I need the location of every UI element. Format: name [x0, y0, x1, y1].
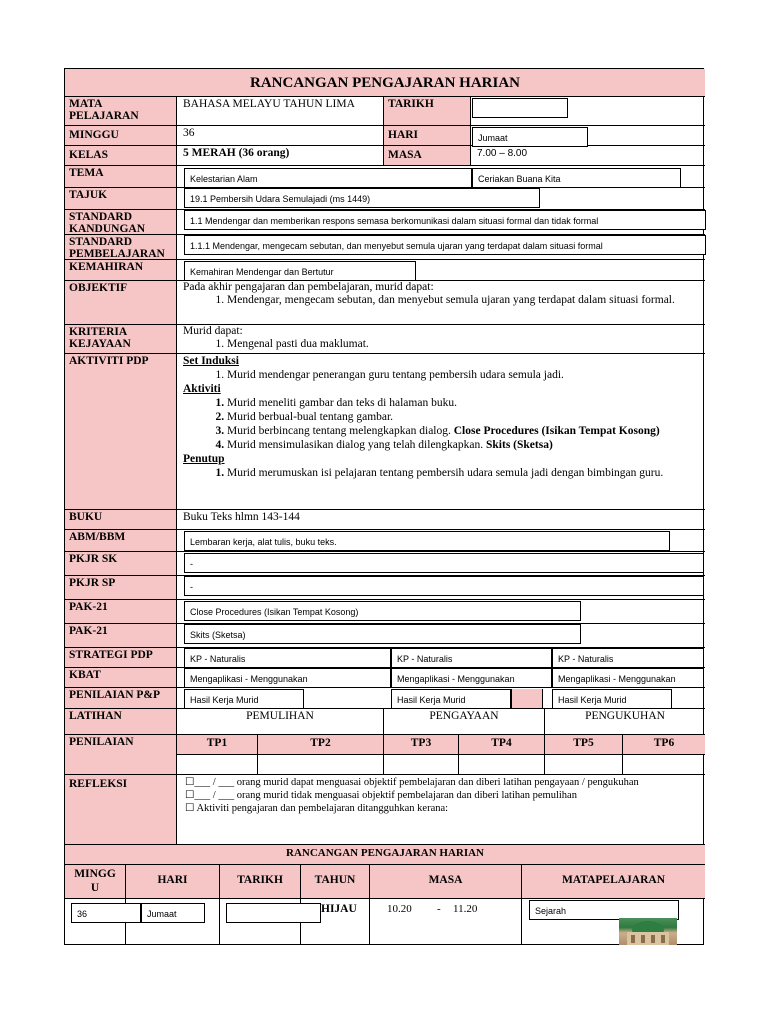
footer-header-hari: HARI — [126, 865, 220, 899]
refleksi-cell — [177, 775, 705, 845]
footer-header-masa: MASA — [370, 865, 522, 899]
objektif-label: OBJEKTIF — [65, 281, 177, 325]
footer-matapelajaran-field[interactable]: Sejarah — [529, 900, 679, 920]
building-image — [619, 918, 677, 945]
pak21-field[interactable]: Close Procedures (Isikan Tempat Kosong) — [184, 601, 581, 621]
pkjr-sp-label: PKJR SP — [65, 576, 177, 600]
kriteria-label: KRITERIA KEJAYAAN — [65, 325, 177, 354]
strategi-field[interactable]: KP - Naturalis — [552, 648, 704, 668]
kriteria-intro: Murid dapat: — [183, 325, 243, 337]
footer-tahun-value: HIJAU — [321, 903, 357, 915]
tp-header: TP2 — [258, 735, 384, 755]
kriteria-item: 1. Mengenal pasti dua maklumat. — [227, 338, 699, 351]
refleksi-line: ☐___ / ___ orang murid dapat menguasai objektif pembelajaran dan diberi latihan pengayaan / pengukuhan — [185, 777, 639, 788]
tajuk-label: TAJUK — [65, 188, 177, 210]
penilaian-pp-label: PENILAIAN P&P — [65, 688, 177, 709]
kelas-label: KELAS — [65, 146, 177, 166]
standard-pembelajaran-field[interactable]: 1.1.1 Mendengar, mengecam sebutan, dan menyebut semula ujaran yang terdapat dalam situasi formal — [184, 235, 706, 255]
penutup-heading: Penutup — [183, 453, 225, 465]
penilaian-pp-marker — [511, 689, 543, 709]
tp-value[interactable] — [384, 755, 459, 775]
strategi-field[interactable]: KP - Naturalis — [184, 648, 391, 668]
footer-tarikh-field[interactable] — [226, 903, 321, 923]
penilaian-pp-field[interactable]: Hasil Kerja Murid — [184, 689, 304, 709]
tp-header: TP1 — [177, 735, 258, 755]
aktiviti-list — [183, 396, 699, 452]
tp-value[interactable] — [258, 755, 384, 775]
latihan-pengukuhan: PENGUKUHAN — [545, 709, 705, 735]
latihan-pemulihan: PEMULIHAN — [177, 709, 384, 735]
minggu-label: MINGGU — [65, 126, 177, 146]
masa-label: MASA — [384, 146, 471, 166]
footer-masa-sep: - — [437, 903, 441, 915]
aktiviti-item: 3. Murid berbincang tentang melengkapkan dialog. Close Procedures (Isikan Tempat Kosong) — [227, 424, 699, 438]
set-induksi-list — [183, 368, 699, 382]
tema-field[interactable]: Kelestarian Alam — [184, 168, 472, 188]
standard-pembelajaran-label: STANDARD PEMBELAJARAN — [65, 235, 177, 260]
tema-label: TEMA — [65, 166, 177, 188]
penutup-item: 1. Murid merumuskan isi pelajaran tentang pembersih udara semula jadi dengan bimbingan guru. — [227, 466, 699, 480]
buku-value: Buku Teks hlmn 143-144 — [177, 510, 705, 530]
buku-label: BUKU — [65, 510, 177, 530]
pak21-label-2: PAK-21 — [65, 624, 177, 648]
masa-value: 7.00 – 8.00 — [471, 146, 705, 166]
mosque-dome-icon — [619, 918, 677, 945]
penutup-list — [183, 466, 699, 480]
abm-field[interactable]: Lembaran kerja, alat tulis, buku teks. — [184, 531, 670, 551]
strategi-field[interactable]: KP - Naturalis — [391, 648, 552, 668]
footer-title: RANCANGAN PENGAJARAN HARIAN — [65, 845, 705, 865]
kbat-field[interactable]: Mengaplikasi - Menggunakan — [552, 668, 704, 688]
kemahiran-label: KEMAHIRAN — [65, 260, 177, 281]
objektif-item: 1. Mendengar, mengecam sebutan, dan menyebut semula ujaran yang terdapat dalam situasi formal. — [227, 294, 699, 307]
page-title: RANCANGAN PENGAJARAN HARIAN — [65, 69, 705, 97]
hari-label: HARI — [384, 126, 471, 146]
aktiviti-item: 4. Murid mensimulasikan dialog yang telah dilengkapkan. Skits (Sketsa) — [227, 438, 699, 452]
kbat-field[interactable]: Mengaplikasi - Menggunakan — [391, 668, 552, 688]
kriteria-cell — [177, 325, 705, 354]
kelas-value: 5 MERAH (36 orang) — [177, 146, 384, 166]
refleksi-line: ☐___ / ___ orang murid tidak menguasai objektif pembelajaran dan diberi latihan pemulihan — [185, 790, 577, 801]
set-induksi-item: 1. Murid mendengar penerangan guru tentang pembersih udara semula jadi. — [227, 368, 699, 382]
pkjr-sk-field[interactable]: - — [184, 553, 704, 573]
footer-masa-end: 11.20 — [453, 903, 478, 915]
objektif-list — [183, 294, 699, 307]
mata-pelajaran-label: MATA PELAJARAN — [65, 97, 177, 126]
footer-header-tahun: TAHUN — [301, 865, 370, 899]
pak21-label: PAK-21 — [65, 600, 177, 624]
footer-header-matapelajaran: MATAPELAJARAN — [522, 865, 705, 899]
objektif-cell — [177, 281, 705, 325]
mata-pelajaran-value: BAHASA MELAYU TAHUN LIMA — [177, 97, 384, 126]
kemahiran-field[interactable]: Kemahiran Mendengar dan Bertutur — [184, 261, 416, 281]
footer-minggu-field[interactable]: 36 — [71, 903, 141, 923]
strategi-label: STRATEGI PDP — [65, 648, 177, 668]
footer-header-tarikh: TARIKH — [220, 865, 301, 899]
tp-header: TP4 — [459, 735, 545, 755]
latihan-pengayaan: PENGAYAAN — [384, 709, 545, 735]
tp-header: TP3 — [384, 735, 459, 755]
tarikh-field[interactable] — [472, 98, 568, 118]
aktiviti-cell — [177, 354, 705, 510]
refleksi-line: ☐ Aktiviti pengajaran dan pembelajaran ditangguhkan kerana: — [185, 803, 449, 814]
tajuk-field[interactable]: 19.1 Pembersih Udara Semulajadi (ms 1449) — [184, 188, 540, 208]
hari-field[interactable]: Jumaat — [472, 127, 588, 147]
footer-header-minggu: MINGG U — [65, 865, 126, 899]
set-induksi-heading: Set Induksi — [183, 355, 239, 367]
standard-kandungan-field[interactable]: 1.1 Mendengar dan memberikan respons semasa berkomunikasi dalam situasi formal dan tidak formal — [184, 210, 706, 230]
abm-label: ABM/BBM — [65, 530, 177, 552]
pkjr-sk-label: PKJR SK — [65, 552, 177, 576]
lesson-plan-sheet — [64, 68, 704, 945]
tp-value[interactable] — [177, 755, 258, 775]
refleksi-label: REFLEKSI — [65, 775, 177, 845]
tarikh-label: TARIKH — [384, 97, 471, 126]
tp-value[interactable] — [545, 755, 623, 775]
tp-header: TP5 — [545, 735, 623, 755]
aktiviti-item: 2. Murid berbual-bual tentang gambar. — [227, 410, 699, 424]
pak21-field-2[interactable]: Skits (Sketsa) — [184, 624, 581, 644]
penilaian-label: PENILAIAN — [65, 735, 177, 775]
aktiviti-heading: Aktiviti — [183, 383, 221, 395]
objektif-intro: Pada akhir pengajaran dan pembelajaran, murid dapat: — [183, 281, 434, 293]
standard-kandungan-label: STANDARD KANDUNGAN — [65, 210, 177, 235]
pkjr-sp-field[interactable]: - — [184, 576, 704, 596]
tp-value[interactable] — [459, 755, 545, 775]
footer-hari-field[interactable]: Jumaat — [141, 903, 205, 923]
kbat-field[interactable]: Mengaplikasi - Menggunakan — [184, 668, 391, 688]
aktiviti-item: 1. Murid meneliti gambar dan teks di halaman buku. — [227, 396, 699, 410]
kbat-label: KBAT — [65, 668, 177, 688]
tp-header: TP6 — [623, 735, 705, 755]
footer-masa-start: 10.20 — [387, 903, 412, 915]
penilaian-pp-field[interactable]: Hasil Kerja Murid — [391, 689, 511, 709]
aktiviti-label: AKTIVITI PDP — [65, 354, 177, 510]
tema-field-2[interactable]: Ceriakan Buana Kita — [472, 168, 681, 188]
tp-value[interactable] — [623, 755, 705, 775]
latihan-label: LATIHAN — [65, 709, 177, 735]
kriteria-list — [183, 338, 699, 351]
minggu-value: 36 — [177, 126, 384, 146]
penilaian-pp-field[interactable]: Hasil Kerja Murid — [552, 689, 672, 709]
